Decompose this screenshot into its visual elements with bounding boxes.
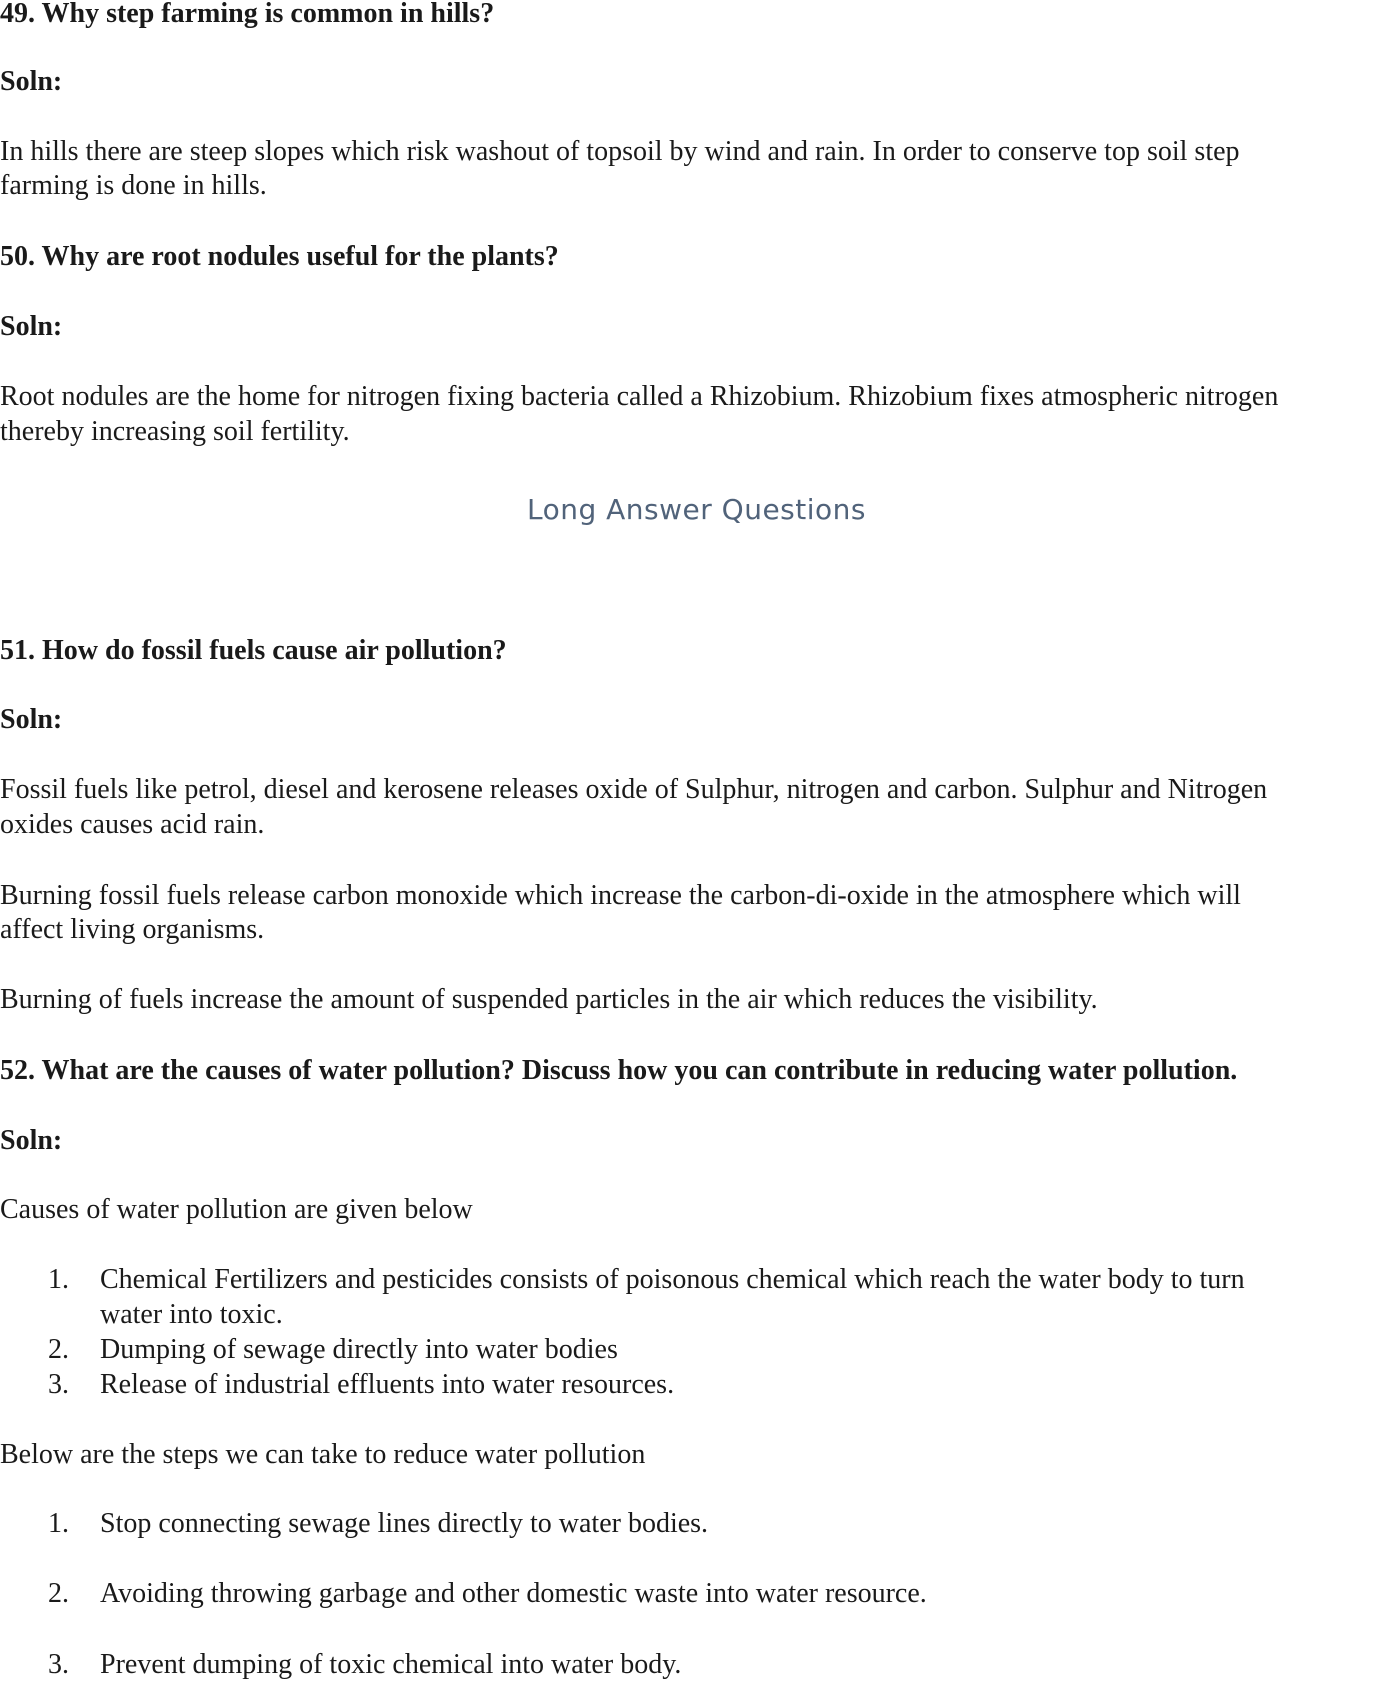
question-49-title: 49. Why step farming is common in hills? bbox=[0, 0, 495, 29]
step-2: Avoiding throwing garbage and other domestic waste into water resource. bbox=[100, 1578, 927, 1609]
answer-49-line-1: In hills there are steep slopes which risk washout of topsoil by wind and rain. In order to conserve top soil step bbox=[0, 136, 1240, 167]
steps-intro: Below are the steps we can take to reduce water pollution bbox=[0, 1439, 646, 1470]
soln-label: Soln: bbox=[0, 311, 63, 342]
answer-49-line-2: farming is done in hills. bbox=[0, 170, 267, 201]
question-52-title: 52. What are the causes of water pollution? Discuss how you can contribute in reducing water pollution. bbox=[0, 1055, 1238, 1086]
list-number: 3. bbox=[48, 1369, 69, 1400]
cause-1-line-2: water into toxic. bbox=[100, 1299, 283, 1330]
question-50-title: 50. Why are root nodules useful for the plants? bbox=[0, 241, 559, 272]
answer-51-p1-line-1: Fossil fuels like petrol, diesel and kerosene releases oxide of Sulphur, nitrogen and carbon. Sulphur and Nitrogen bbox=[0, 774, 1268, 805]
answer-51-p2-line-1: Burning fossil fuels release carbon monoxide which increase the carbon-di-oxide in the atmosphere which will bbox=[0, 880, 1241, 911]
soln-label: Soln: bbox=[0, 1125, 63, 1156]
soln-label: Soln: bbox=[0, 704, 63, 735]
answer-50-line-2: thereby increasing soil fertility. bbox=[0, 416, 350, 447]
list-number: 2. bbox=[48, 1334, 69, 1365]
answer-51-p2-line-2: affect living organisms. bbox=[0, 914, 265, 945]
cause-2: Dumping of sewage directly into water bodies bbox=[100, 1334, 618, 1365]
step-3: Prevent dumping of toxic chemical into water body. bbox=[100, 1649, 682, 1680]
causes-intro: Causes of water pollution are given below bbox=[0, 1194, 473, 1225]
question-51-title: 51. How do fossil fuels cause air pollution? bbox=[0, 635, 507, 666]
list-number: 2. bbox=[48, 1578, 69, 1609]
list-number: 1. bbox=[48, 1508, 69, 1539]
soln-label: Soln: bbox=[0, 66, 63, 97]
list-number: 3. bbox=[48, 1649, 69, 1680]
cause-3: Release of industrial effluents into water resources. bbox=[100, 1369, 675, 1400]
answer-51-p3: Burning of fuels increase the amount of suspended particles in the air which reduces the visibility. bbox=[0, 984, 1098, 1015]
section-heading: Long Answer Questions bbox=[526, 493, 866, 526]
step-1: Stop connecting sewage lines directly to water bodies. bbox=[100, 1508, 709, 1539]
answer-51-p1-line-2: oxides causes acid rain. bbox=[0, 809, 265, 840]
answer-50-line-1: Root nodules are the home for nitrogen fixing bacteria called a Rhizobium. Rhizobium fixes atmospheric nitrogen bbox=[0, 381, 1279, 412]
cause-1-line-1: Chemical Fertilizers and pesticides consists of poisonous chemical which reach the water body to turn bbox=[100, 1264, 1245, 1295]
list-number: 1. bbox=[48, 1264, 69, 1295]
